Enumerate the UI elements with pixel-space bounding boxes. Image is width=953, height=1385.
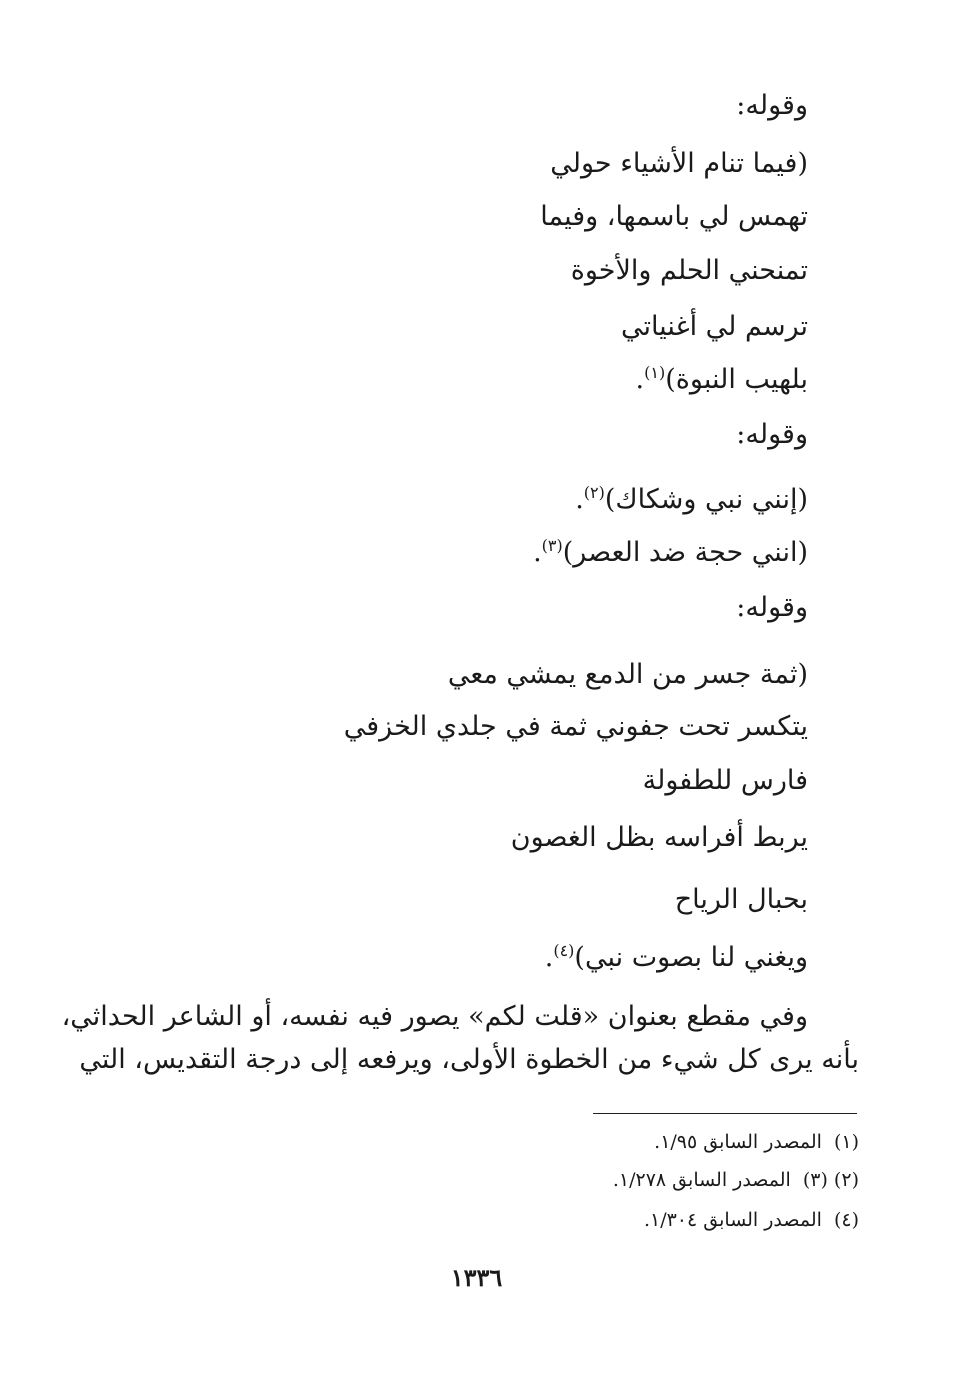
footnote-marker: (١) xyxy=(644,363,666,382)
verse-intro: وقوله: xyxy=(736,592,808,623)
verse-text: (انني حجة ضد العصر) xyxy=(562,537,808,568)
footnote xyxy=(644,1206,859,1234)
verse-line: فارس للطفولة xyxy=(642,765,808,796)
footnote-number: (٢) (٣) xyxy=(802,1169,859,1191)
verse-line: ترسم لي أغنياتي xyxy=(620,311,808,342)
footnote-number: (٤) xyxy=(833,1209,859,1231)
verse-text: ويغني لنا بصوت نبي) xyxy=(574,942,808,973)
footnote-marker: (٤) xyxy=(553,941,575,960)
verse-line: (ثمة جسر من الدمع يمشي معي xyxy=(447,659,808,690)
verse-line xyxy=(545,938,808,978)
verse-period: . xyxy=(544,942,554,973)
footnote-marker: (٣) xyxy=(541,536,563,555)
footnote-number: (١) xyxy=(833,1131,859,1153)
verse-period: . xyxy=(575,484,584,515)
verse-line: تمنحني الحلم والأخوة xyxy=(570,255,808,286)
verse-intro: وقوله: xyxy=(736,419,808,450)
verse-line xyxy=(636,360,808,400)
footnote-text: المصدر السابق ١/٢٧٨. xyxy=(612,1169,791,1191)
verse-intro: وقوله: xyxy=(736,90,808,121)
verse-line xyxy=(575,480,808,520)
footnote-marker: (٢) xyxy=(583,483,605,502)
page-number: ١٣٣٦ xyxy=(450,1263,503,1292)
verse-period: . xyxy=(635,364,645,395)
verse-text: (إنني نبي وشكاك) xyxy=(604,484,808,515)
footnote-separator xyxy=(593,1113,857,1114)
verse-line: يربط أفراسه بظل الغصون xyxy=(510,822,808,853)
footnote-text: المصدر السابق ١/٣٠٤. xyxy=(643,1209,822,1231)
prose-line: بأنه يرى كل شيء من الخطوة الأولى، ويرفعه إلى درجة التقديس، التي xyxy=(79,1044,859,1075)
verse-line: (فيما تنام الأشياء حولي xyxy=(550,148,808,179)
footnote xyxy=(654,1128,859,1156)
verse-period: . xyxy=(533,537,542,568)
verse-line: يتكسر تحت جفوني ثمة في جلدي الخزفي xyxy=(343,711,808,742)
verse-line: بحبال الرياح xyxy=(674,884,808,915)
verse-line: تهمس لي باسمها، وفيما xyxy=(540,201,808,232)
verse-line xyxy=(533,533,808,573)
prose-line: وفي مقطع بعنوان «قلت لكم» يصور فيه نفسه، أو الشاعر الحداثي، xyxy=(61,1001,808,1032)
footnote xyxy=(613,1166,859,1194)
verse-text: بلهيب النبوة) xyxy=(665,364,808,395)
footnote-text: المصدر السابق ١/٩٥. xyxy=(654,1131,822,1153)
